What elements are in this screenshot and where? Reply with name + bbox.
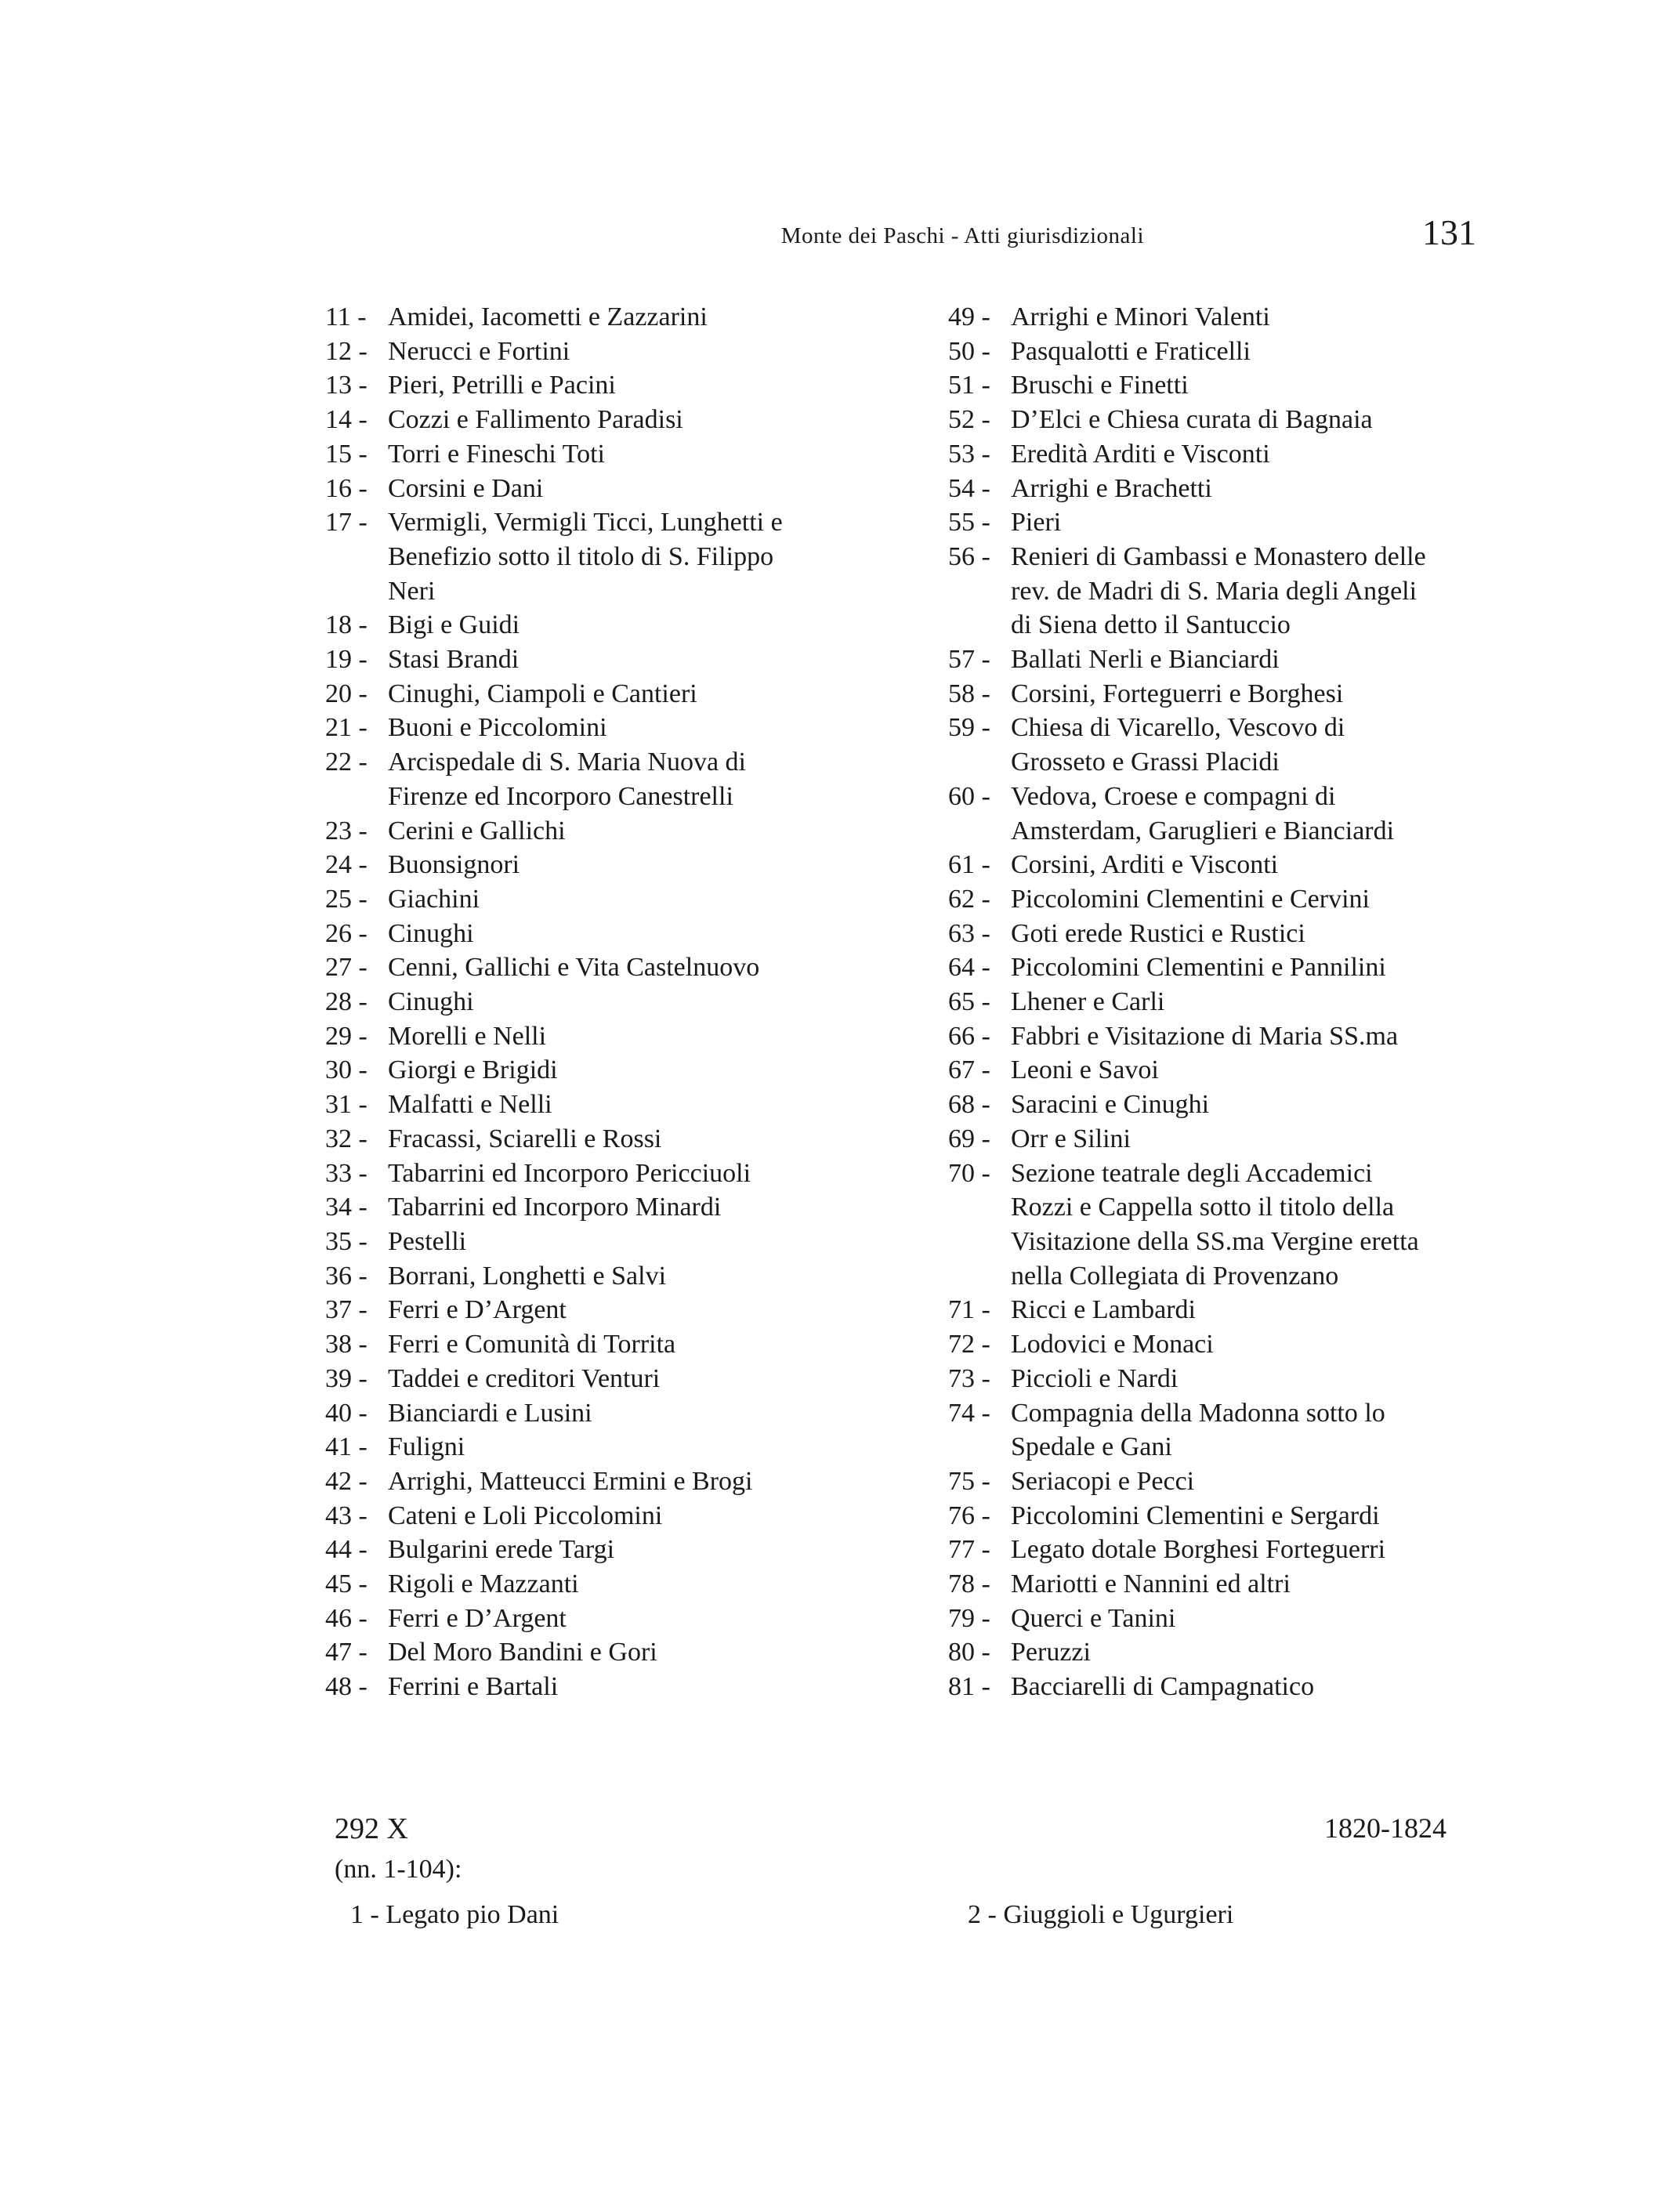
entry-text: Arcispedale di S. Maria Nuova di [388,748,746,777]
entry-number: 31 - [325,1090,368,1120]
entry-text: Corsini, Forteguerri e Borghesi [1011,679,1344,708]
entry-text: Visitazione della SS.ma Vergine eretta [1011,1226,1419,1256]
list-entry [325,1602,874,1636]
list-entry [325,1499,874,1533]
list-entry [325,505,874,608]
entry-number: 51 - [948,371,990,400]
list-entry [325,472,874,506]
entry-number: 79 - [948,1603,990,1633]
list-entry [325,1362,874,1396]
list-entry [948,1396,1512,1464]
list-entry [948,1053,1512,1088]
entry-number: 43 - [325,1501,368,1530]
entry-number: 23 - [325,816,368,845]
entry-number: 14 - [325,405,368,435]
entry-number: 61 - [948,850,990,880]
series-item: 2 - Giuggioli e Ugurgieri [968,1900,1234,1929]
entry-number: 35 - [325,1226,368,1256]
entry-number: 76 - [948,1501,990,1530]
series-item: 1 - Legato pio Dani [350,1900,559,1929]
entry-number: 16 - [325,473,368,503]
list-entry [948,1533,1512,1567]
entry-text: Stasi Brandi [388,645,520,675]
list-entry [948,505,1512,540]
entry-number: 15 - [325,439,368,469]
entry-text: rev. de Madri di S. Maria degli Angeli [1011,576,1418,606]
entry-text: Buoni e Piccolomini [388,713,607,743]
entry-text: di Siena detto il Santuccio [1011,610,1291,640]
entry-text: Goti erede Rustici e Rustici [1011,918,1305,948]
entry-number: 75 - [948,1466,990,1496]
entry-text: Firenze ed Incorporo Canestrelli [388,781,733,811]
list-entry [948,403,1512,437]
entry-text: Amidei, Iacometti e Zazzarini [388,302,708,331]
entry-number: 78 - [948,1569,990,1599]
list-entry [948,780,1512,848]
entry-number: 40 - [325,1398,368,1428]
list-entry [325,1088,874,1122]
entry-number: 55 - [948,508,990,538]
series-dates: 1820-1824 [1324,1812,1446,1844]
entry-text: Bacciarelli di Campagnatico [1011,1672,1315,1702]
list-entry [325,1327,874,1362]
list-entry [948,985,1512,1019]
list-entry [948,1635,1512,1670]
entry-text: Piccolomini Clementini e Sergardi [1011,1501,1380,1530]
list-entry [948,1499,1512,1533]
entry-number: 37 - [325,1295,368,1325]
list-entry [325,1122,874,1157]
entry-number: 34 - [325,1193,368,1222]
entry-number: 38 - [325,1330,368,1359]
list-entry [325,300,874,335]
entry-text: Lodovici e Monaci [1011,1330,1214,1359]
entry-text: D’Elci e Chiesa curata di Bagnaia [1011,405,1373,435]
entry-text: Benefizio sotto il titolo di S. Filippo [388,541,774,571]
list-entry [948,1122,1512,1157]
entry-text: Malfatti e Nelli [388,1090,552,1120]
entry-text: Ricci e Lambardi [1011,1295,1197,1325]
list-entry [325,677,874,711]
entry-number: 57 - [948,645,990,675]
entry-text: Arrighi e Minori Valenti [1011,302,1270,331]
entry-text: Mariotti e Nannini ed altri [1011,1569,1291,1599]
list-entry [325,1259,874,1294]
entry-text: nella Collegiata di Provenzano [1011,1261,1339,1291]
entry-text: Arrighi, Matteucci Ermini e Brogi [388,1466,753,1496]
entry-text: Orr e Silini [1011,1124,1131,1153]
entry-number: 66 - [948,1021,990,1051]
entry-number: 71 - [948,1295,990,1325]
entry-text: Spedale e Gani [1011,1432,1172,1462]
entry-number: 52 - [948,405,990,435]
list-entry [948,1019,1512,1054]
list-entry [325,917,874,951]
entry-text: Corsini, Arditi e Visconti [1011,850,1279,880]
entry-number: 30 - [325,1055,368,1085]
entry-text: Cerini e Gallichi [388,816,566,845]
entry-number: 69 - [948,1124,990,1153]
entry-text: Cateni e Loli Piccolomini [388,1501,663,1530]
entry-number: 64 - [948,953,990,983]
entry-number: 32 - [325,1124,368,1153]
entry-text: Ballati Nerli e Bianciardi [1011,645,1280,675]
list-entry [948,1293,1512,1327]
entry-number: 50 - [948,336,990,366]
list-entry [948,1157,1512,1294]
entry-text: Fracassi, Sciarelli e Rossi [388,1124,662,1153]
list-entry [325,1225,874,1259]
entry-text: Arrighi e Brachetti [1011,473,1212,503]
entry-text: Del Moro Bandini e Gori [388,1638,657,1667]
entry-number: 20 - [325,679,368,708]
entry-text: Grosseto e Grassi Placidi [1011,748,1280,777]
entry-number: 59 - [948,713,990,743]
entry-text: Cinughi [388,918,474,948]
entry-number: 18 - [325,610,368,640]
entry-text: Giachini [388,884,480,914]
entry-number: 67 - [948,1055,990,1085]
entry-text: Vedova, Croese e compagni di [1011,781,1336,811]
entry-number: 11 - [325,302,367,331]
list-entry [948,917,1512,951]
list-entry [325,950,874,985]
entry-text: Ferri e Comunità di Torrita [388,1330,676,1359]
list-entry [948,1670,1512,1704]
entry-text: Cozzi e Fallimento Paradisi [388,405,683,435]
list-entry [325,1019,874,1054]
entry-number: 25 - [325,884,368,914]
list-entry [948,1327,1512,1362]
entry-number: 73 - [948,1363,990,1393]
list-entry [325,403,874,437]
list-entry [325,608,874,643]
list-entry [325,848,874,882]
entry-number: 53 - [948,439,990,469]
running-title: Monte dei Paschi - Atti giurisdizionali [780,223,1144,248]
list-entry [325,1567,874,1602]
entry-text: Saracini e Cinughi [1011,1090,1210,1120]
entry-number: 63 - [948,918,990,948]
entry-number: 29 - [325,1021,368,1051]
list-entry [325,1533,874,1567]
entry-number: 19 - [325,645,368,675]
entry-text: Borrani, Longhetti e Salvi [388,1261,667,1291]
list-entry [948,848,1512,882]
list-entry [325,1430,874,1464]
entry-text: Pieri, Petrilli e Pacini [388,371,616,400]
list-entry [948,1464,1512,1499]
entry-text: Leoni e Savoi [1011,1055,1159,1085]
entry-text: Bruschi e Finetti [1011,371,1189,400]
entry-text: Pestelli [388,1226,467,1256]
entry-text: Fuligni [388,1432,465,1462]
list-entry [948,1088,1512,1122]
series-range: (nn. 1-104): [335,1855,462,1884]
list-entry [325,814,874,849]
entry-text: Ferri e D’Argent [388,1603,567,1633]
list-entry [325,643,874,677]
entry-number: 48 - [325,1672,368,1702]
list-entry [325,1396,874,1431]
entry-number: 42 - [325,1466,368,1496]
entry-number: 81 - [948,1672,990,1702]
entry-number: 54 - [948,473,990,503]
entry-text: Corsini e Dani [388,473,544,503]
entry-text: Tabarrini ed Incorporo Pericciuoli [388,1158,751,1188]
entry-text: Neri [388,576,436,606]
list-entry [948,1567,1512,1602]
entry-number: 45 - [325,1569,368,1599]
list-entry [325,1053,874,1088]
entry-text: Piccioli e Nardi [1011,1363,1179,1393]
entry-text: Eredità Arditi e Visconti [1011,439,1270,469]
entry-text: Seriacopi e Pecci [1011,1466,1195,1496]
entry-text: Cinughi, Ciampoli e Cantieri [388,679,697,708]
entry-text: Renieri di Gambassi e Monastero delle [1011,541,1426,571]
entry-number: 58 - [948,679,990,708]
entry-text: Piccolomini Clementini e Cervini [1011,884,1370,914]
entry-number: 36 - [325,1261,368,1291]
list-entry [948,437,1512,472]
series-label: 292 X [335,1812,408,1845]
entry-text: Nerucci e Fortini [388,336,570,366]
entry-number: 65 - [948,987,990,1017]
entry-text: Peruzzi [1011,1638,1091,1667]
entry-number: 68 - [948,1090,990,1120]
entry-number: 27 - [325,953,368,983]
entry-number: 44 - [325,1535,368,1565]
entry-text: Amsterdam, Garuglieri e Bianciardi [1011,816,1395,845]
entry-text: Bianciardi e Lusini [388,1398,592,1428]
list-entry [325,985,874,1019]
entry-text: Bulgarini erede Targi [388,1535,615,1565]
entry-text: Pieri [1011,508,1062,538]
list-entry [948,882,1512,917]
entry-number: 39 - [325,1363,368,1393]
list-entry [948,335,1512,369]
list-entry [948,1362,1512,1396]
entry-number: 62 - [948,884,990,914]
entry-number: 24 - [325,850,368,880]
page-number: 131 [1422,212,1476,252]
entry-text: Cenni, Gallichi e Vita Castelnuovo [388,953,760,983]
entry-number: 74 - [948,1398,990,1428]
entry-text: Buonsignori [388,850,520,880]
list-entry [948,677,1512,711]
list-entry [325,1635,874,1670]
entry-number: 56 - [948,541,990,571]
entry-number: 41 - [325,1432,368,1462]
entry-text: Piccolomini Clementini e Pannilini [1011,953,1386,983]
list-entry [325,368,874,403]
entry-text: Lhener e Carli [1011,987,1165,1017]
entry-number: 13 - [325,371,368,400]
entry-text: Compagnia della Madonna sotto lo [1011,1398,1385,1428]
entry-text: Sezione teatrale degli Accademici [1011,1158,1373,1188]
list-entry [325,1293,874,1327]
list-entry [948,711,1512,779]
list-entry [948,300,1512,335]
entry-number: 28 - [325,987,368,1017]
list-entry [325,745,874,813]
entry-text: Ferri e D’Argent [388,1295,567,1325]
entry-text: Tabarrini ed Incorporo Minardi [388,1193,722,1222]
list-entry [325,711,874,745]
entry-number: 46 - [325,1603,368,1633]
entry-text: Torri e Fineschi Toti [388,439,605,469]
entry-number: 17 - [325,508,368,538]
list-entry [325,1464,874,1499]
list-entry [948,950,1512,985]
entry-text: Chiesa di Vicarello, Vescovo di [1011,713,1345,743]
entry-number: 12 - [325,336,368,366]
entry-number: 70 - [948,1158,990,1188]
entry-text: Giorgi e Brigidi [388,1055,558,1085]
entry-number: 47 - [325,1638,368,1667]
right-column [948,300,1512,1704]
list-entry [948,540,1512,643]
entry-number: 72 - [948,1330,990,1359]
entry-text: Taddei e creditori Venturi [388,1363,661,1393]
left-column [325,300,874,1704]
entry-text: Ferrini e Bartali [388,1672,559,1702]
entry-text: Vermigli, Vermigli Ticci, Lunghetti e [388,508,783,538]
entry-text: Querci e Tanini [1011,1603,1176,1633]
list-entry [948,643,1512,677]
list-entry [325,1670,874,1704]
entry-text: Legato dotale Borghesi Forteguerri [1011,1535,1386,1565]
entry-number: 49 - [948,302,990,331]
list-entry [948,368,1512,403]
list-entry [325,335,874,369]
list-entry [948,1602,1512,1636]
entry-number: 60 - [948,781,990,811]
entry-number: 21 - [325,713,368,743]
list-entry [325,882,874,917]
entry-text: Morelli e Nelli [388,1021,547,1051]
list-entry [325,1157,874,1191]
entry-text: Rozzi e Cappella sotto il titolo della [1011,1193,1395,1222]
list-entry [325,1190,874,1225]
entry-text: Bigi e Guidi [388,610,520,640]
entry-text: Pasqualotti e Fraticelli [1011,336,1251,366]
list-entry [948,472,1512,506]
entry-number: 80 - [948,1638,990,1667]
list-entry [325,437,874,472]
entry-text: Rigoli e Mazzanti [388,1569,579,1599]
entry-number: 26 - [325,918,368,948]
entry-text: Fabbri e Visitazione di Maria SS.ma [1011,1021,1399,1051]
entry-text: Cinughi [388,987,474,1017]
entry-number: 33 - [325,1158,368,1188]
entry-number: 22 - [325,748,368,777]
entry-number: 77 - [948,1535,990,1565]
